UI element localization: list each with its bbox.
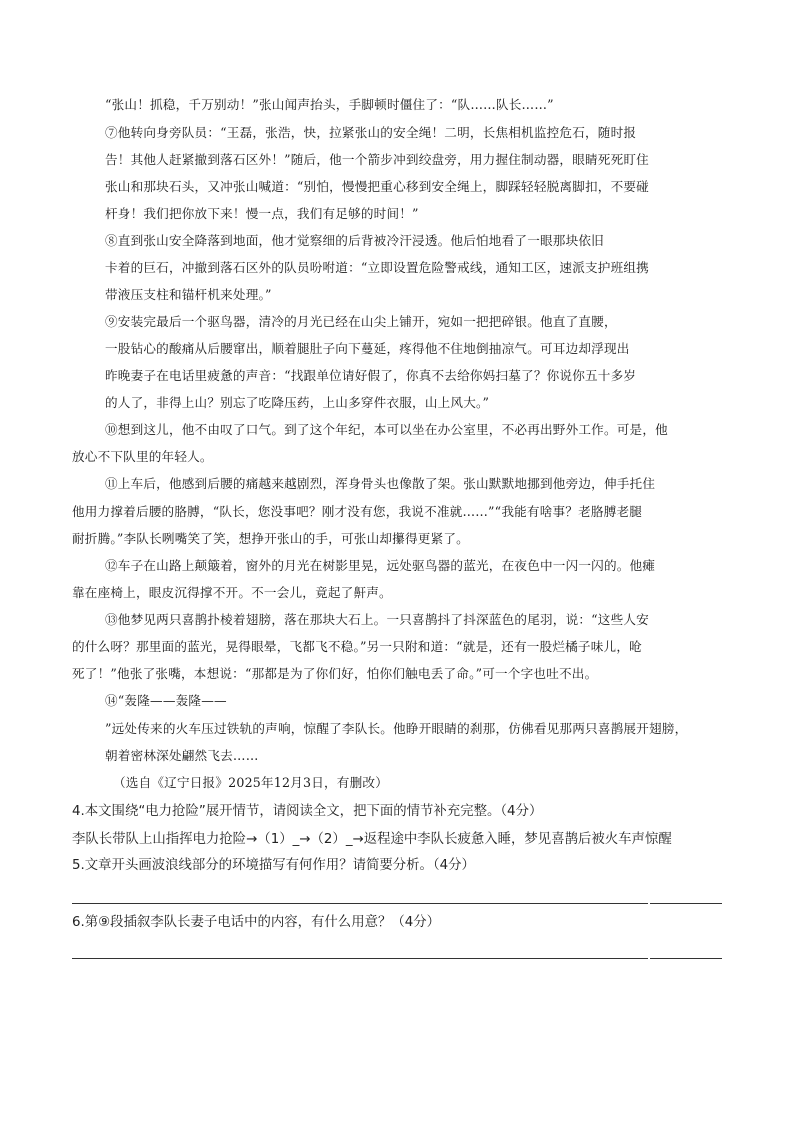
question-4-plot-chain: 李队长带队上山指挥电力抢险→（1）_→（2）_→返程途中李队长疲惫入睡，梦见喜鹊后被火车声惊醒: [72, 832, 672, 847]
question-4: 4.本文围绕“电力抢险”展开情节，请阅读全文，把下面的情节补充完整。（4分）: [72, 804, 543, 819]
text-line: 昨晚妻子在电话里疲惫的声音：“找跟单位请好假了，你真不去给你妈扫墓了？你说你五十多岁: [105, 368, 637, 383]
answer-line[interactable]: [72, 903, 648, 904]
text-line: ⑫车子在山路上颠簸着，窗外的月光在树影里晃，远处驱鸟器的蓝光，在夜色中一闪一闪的。他瘫: [105, 558, 656, 573]
text-line: 卡着的巨石，冲撤到落石区外的队员吩咐道：“立即设置危险警戒线，通知工区，速派支护班组携: [105, 260, 649, 275]
answer-line[interactable]: [650, 958, 722, 959]
text-line: ⑦他转向身旁队员：“王磊，张浩，快，拉紧张山的安全绳！二明，长焦相机监控危石，随时报: [105, 125, 637, 140]
text-line: 靠在座椅上，眼皮沉得撑不开。不一会儿，竟起了鼾声。: [72, 585, 392, 600]
text-line: ”远处传来的火车压过铁轨的声响，惊醒了李队长。他睁开眼睛的刹那，仿佛看见那两只喜鹊展开翅膀，: [105, 721, 688, 736]
text-line: 杆身！我们把你放下来！慢一点，我们有足够的时间！”: [105, 206, 419, 221]
source-citation: （选自《辽宁日报》2025年12月3日，有删改）: [113, 775, 388, 790]
text-line: ⑬他梦见两只喜鹊扑棱着翅膀，落在那块大石上。一只喜鹊抖了抖深蓝色的尾羽，说：“这些人安: [105, 612, 649, 627]
text-line: 一股钻心的酸痛从后腰窜出，顺着腿肚子向下蔓延，疼得他不住地倒抽凉气。可耳边却浮现出: [105, 341, 630, 356]
text-line: 告！其他人赶紧撤到落石区外！”随后，他一个箭步冲到绞盘旁，用力握住制动器，眼睛死死盯住: [105, 152, 649, 167]
text-line: ⑨安装完最后一个驱鸟器，清冷的月光已经在山尖上铺开，宛如一把把碎银。他直了直腰，: [105, 314, 617, 329]
text-line: ⑪上车后，他感到后腰的痛越来越剧烈，浑身骨头也像散了架。张山默默地挪到他旁边，伸手托住: [105, 476, 656, 491]
answer-line[interactable]: [72, 958, 648, 959]
text-line: “张山！抓稳，千万别动！”张山闻声抬头，手脚顿时僵住了：“队……队长……”: [105, 97, 554, 112]
text-line: 放心不下队里的年轻人。: [72, 449, 213, 464]
text-line: 带液压支柱和锚杆机来处理。”: [105, 287, 272, 302]
answer-line[interactable]: [650, 903, 722, 904]
text-line: ⑧直到张山安全降落到地面，他才觉察细的后背被冷汗浸透。他后怕地看了一眼那块依旧: [105, 233, 604, 248]
text-line: ⑭“轰隆——轰隆——: [105, 693, 227, 708]
question-6: 6.第⑨段插叙李队长妻子电话中的内容，有什么用意？（4分）: [72, 915, 441, 930]
text-line: ⑩想到这儿，他不由叹了口气。到了这个年纪，本可以坐在办公室里，不必再出野外工作。可是，他: [105, 422, 668, 437]
question-5: 5.文章开头画波浪线部分的环境描写有何作用？请简要分析。（4分）: [72, 858, 475, 873]
text-line: 张山和那块石头，又冲张山喊道：“别怕，慢慢把重心移到安全绳上，脚踩轻轻脱离脚扣，不要碰: [105, 179, 649, 194]
text-line: 他用力撑着后腰的胳膊，“队长，您没事吧？刚才没有您，我说不准就……”“我能有啥事？老胳膊老腿: [72, 504, 643, 519]
text-line: 朝着密林深处翩然飞去……: [105, 748, 259, 763]
text-line: 耐折腾。”李队长咧嘴笑了笑，想挣开张山的手，可张山却攥得更紧了。: [72, 531, 469, 546]
text-line: 的人了，非得上山？别忘了吃降压药，上山多穿件衣服，山上风大。”: [105, 395, 490, 410]
text-line: 死了！”他张了张嘴，本想说：“那都是为了你们好，怕你们触电丢了命。”可一个字也吐不出。: [72, 666, 598, 681]
text-line: 的什么呀？那里面的蓝光，晃得眼晕，飞都飞不稳。”另一只附和道：“就是，还有一股烂橘子味儿，呛: [72, 639, 642, 654]
